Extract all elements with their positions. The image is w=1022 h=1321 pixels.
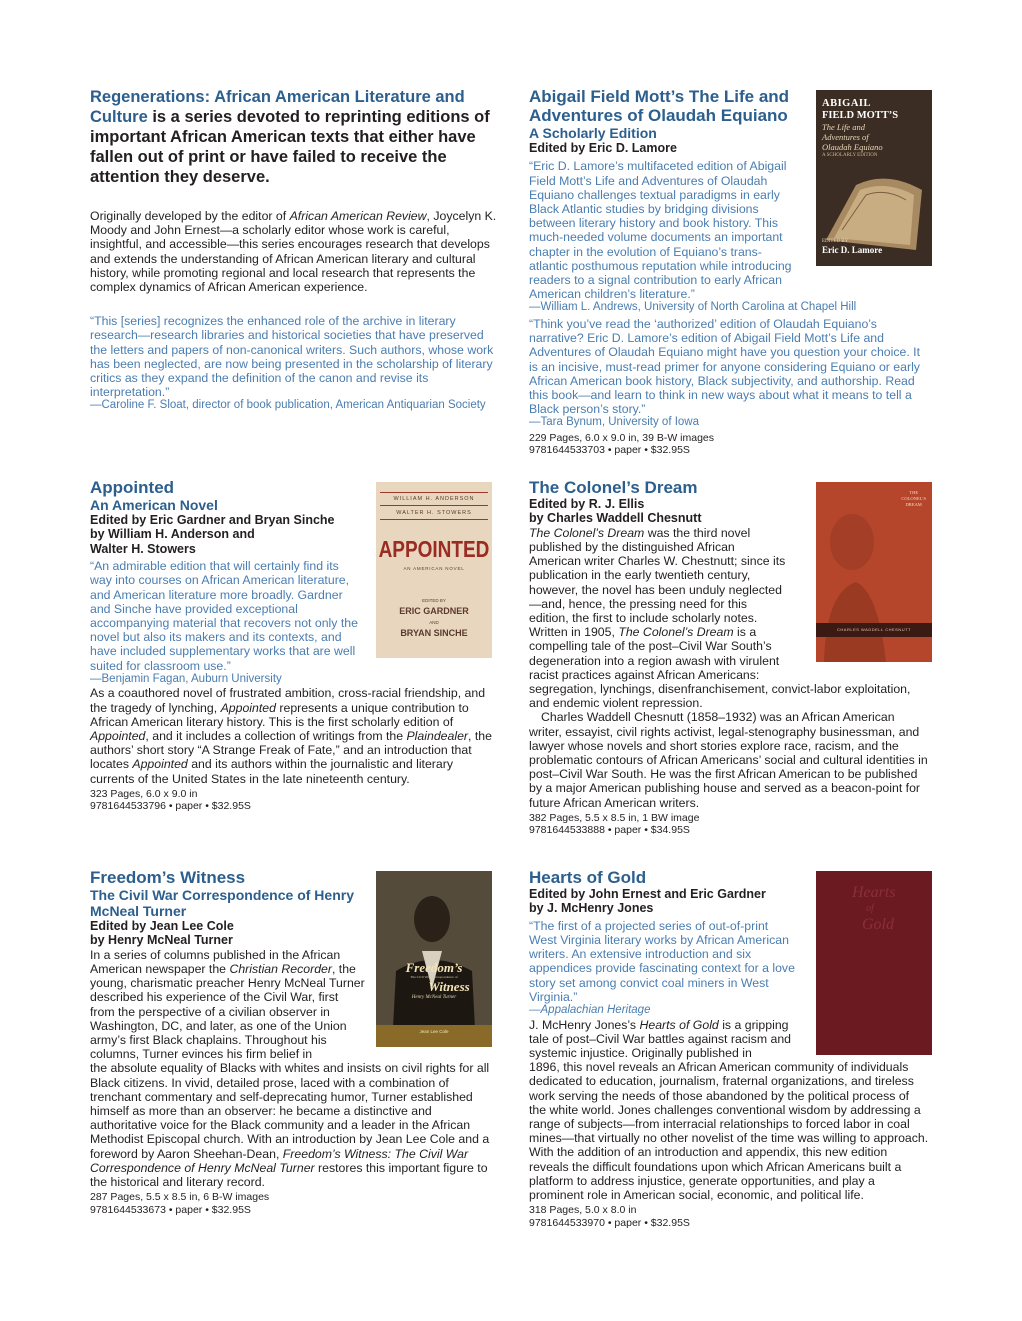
book-credit: by J. McHenry Jones bbox=[529, 901, 654, 916]
book-isbn-price: 9781644533673 • paper • $32.95S bbox=[90, 1203, 251, 1216]
series-quote: “This [series] recognizes the enhanced role of the archive in literary research—research libraries and historical societies that have preserved the letters and papers of non-canonical writers. Such authors, whose work has been neglected, are now being presented in the scholarship of literary critics as they expand the definition of the canon and revise its interpretation.” bbox=[90, 314, 494, 400]
book-title: The Colonel’s Dream bbox=[529, 478, 698, 497]
book-credit: Edited by John Ernest and Eric Gardner bbox=[529, 887, 766, 901]
book-quote-attribution: —Appalachian Heritage bbox=[529, 1004, 651, 1017]
book-description: In a series of columns published in the African American newspaper the Christian Recorder, the young, charismatic preacher Henry McNeal Turner described his experience of the Civil War, first from the perspective of a civilian observer in Washington, DC, and later, as one of the Union army’s first Black chaplains. Throughout his columns, Turner evinces his firm belief in the absolute equality of Blacks with whites and insists on civil rights for all Black citizens. In vivid, detailed prose, laced with a combination of trenchant commentary and self-deprecating humor, Turner established himself as more than an observer: he became a distinctive and authoritative voice for the Black community and a leader in the African Methodist Episcopal church. With an introduction by Jean Lee Cole and a foreword by Aaron Sheehan-Dean, Freedom’s Witness: The Civil War Correspondence of Henry McNeal Turner restores this important figure to the historical and literary record. bbox=[90, 947, 490, 1190]
book-cover-freedoms-witness: Freedom’s The Civil War Correspondence of Witness Henry McNeal Turner Jean Lee Cole bbox=[376, 871, 492, 1047]
book-credit: Edited by Eric D. Lamore bbox=[529, 141, 677, 155]
book-description-2: Charles Waddell Chesnutt (1858–1932) was an African American writer, essayist, civil rights activist, legal-stenography businessman, and lawyer whose novels and short stories explore race, racism, and the problematic contours of African Americans’ social and cultural identities in post–Civil War South. He was the first African American to be published by a major American publishing house and served as a beacon-point for future African American writers. bbox=[529, 710, 928, 810]
book-pages: 382 Pages, 5.5 x 8.5 in, 1 BW image bbox=[529, 811, 700, 824]
book-subtitle: The Civil War Correspondence of Henry McNeal Turner bbox=[90, 887, 354, 919]
book-credit: by William H. Anderson and bbox=[90, 527, 255, 542]
book-pages: 318 Pages, 5.0 x 8.0 in bbox=[529, 1204, 637, 1217]
book-credit: by Charles Waddell Chesnutt bbox=[529, 511, 702, 526]
cover-author: Henry McNeal Turner bbox=[411, 995, 457, 1000]
series-heading bbox=[90, 87, 498, 187]
series-title: Regenerations: African American Literature and Culture bbox=[90, 88, 465, 126]
series-intro bbox=[90, 87, 498, 413]
book-pages: 323 Pages, 6.0 x 9.0 in bbox=[90, 787, 198, 800]
cover-editor: Jean Lee Cole bbox=[419, 1029, 449, 1034]
book-title: Appointed bbox=[90, 478, 175, 497]
series-description: Originally developed by the editor of African American Review, Joycelyn K. Moody and John Ernest—a scholarly editor whose work is careful, insightful, and accessible—this series encourages research that develops and extends the understanding of African American literary and cultural history, while promoting regional and local research that represents the complex dynamics of African American experience. bbox=[90, 209, 497, 295]
book-pages: 287 Pages, 5.5 x 8.5 in, 6 B-W images bbox=[90, 1191, 270, 1204]
series-quote-attribution: —Caroline F. Sloat, director of book publication, American Antiquarian Society bbox=[90, 399, 486, 412]
cover-portrait bbox=[816, 482, 932, 662]
book-cover-abigail: ABIGAIL FIELD MOTT’S The Life and Adventures of Olaudah Equiano A SCHOLARLY EDITION EDITED BY Eric D. Lamore bbox=[816, 90, 932, 266]
book-credit: Edited by R. J. Ellis bbox=[529, 497, 645, 511]
cover-title: Hearts bbox=[852, 884, 896, 901]
cover-author: WALTER H. STOWERS bbox=[396, 510, 472, 516]
book-quote: “An admirable edition that will certainly find its way into courses on African American literature, and American literature more broadly. Gardner and Sinche have provided exceptional accompanying material that recovers not only the novel but also its makers and its contexts, and have included supplementary works that are well suited for classroom use.” bbox=[90, 559, 358, 673]
cover-title: Freedom’s bbox=[405, 960, 463, 975]
book-isbn-price: 9781644533970 • paper • $32.95S bbox=[529, 1216, 690, 1229]
cover-title: APPOINTED bbox=[378, 537, 490, 563]
book-credit: Walter H. Stowers bbox=[90, 541, 196, 556]
book-cover-hearts-of-gold: Hearts of Gold bbox=[816, 871, 932, 1055]
cover-editor: BRYAN SINCHE bbox=[400, 628, 468, 638]
book-credit: Edited by Eric Gardner and Bryan Sinche bbox=[90, 513, 335, 527]
book-cover-appointed: WILLIAM H. ANDERSON WALTER H. STOWERS APPOINTED AN AMERICAN NOVEL EDITED BY ERIC GARDNER AND BRYAN SINCHE bbox=[376, 482, 492, 658]
cover-editor: Eric D. Lamore bbox=[822, 245, 883, 255]
book-isbn-price: 9781644533796 • paper • $32.95S bbox=[90, 800, 251, 813]
book-quote: “The first of a projected series of out-of-print West Virginia literary works by African American writers. An extensive introduction and six appendices provide fascinating context for a love story set among convict coal miners in West Virginia.” bbox=[529, 918, 795, 1004]
book-subtitle: A Scholarly Edition bbox=[529, 125, 657, 141]
book-pages: 229 Pages, 6.0 x 9.0 in, 39 B-W images bbox=[529, 431, 715, 444]
series-heading-rest: is a series devoted to reprinting editions of important African American texts that either have fallen out of print or have failed to receive the attention they deserve. bbox=[90, 108, 490, 186]
cover-title: COLONEL’S bbox=[901, 496, 926, 501]
book-isbn-price: 9781644533703 • paper • $32.95S bbox=[529, 444, 690, 457]
book-title: Freedom’s Witness bbox=[90, 868, 246, 887]
book-quote-attribution: —Benjamin Fagan, Auburn University bbox=[90, 672, 282, 685]
book-quote-attribution: —Tara Bynum, University of Iowa bbox=[529, 416, 700, 429]
cover-author: CHARLES WADDELL CHESNUTT bbox=[837, 627, 911, 632]
book-description: As a coauthored novel of frustrated ambition, cross-racial friendship, and the tragedy of lynching, Appointed represents a unique contribution to African American literary history. This is the first scholarly edition of Appointed, and it includes a collection of writings from the Plaindealer, the authors’ short story “A Strange Freak of Fate,” and an introduction that locates Appointed and its authors within the journalistic and literary currents of the United States in the late nineteenth century. bbox=[90, 686, 492, 786]
book-quote: “Eric D. Lamore’s multifaceted edition of Abigail Field Mott’s Life and Adventures of Olaudah Equiano challenges textual paradigms in early Black Atlantic studies by bridging divisions between literary history and book history. This much-needed volume documents an important chapter in the evolution of Equiano’s trans-atlantic posthumous reputation while introducing readers to a signal contribution to early African American children’s literature.” bbox=[529, 159, 792, 302]
cover-editor: ERIC GARDNER bbox=[399, 606, 469, 616]
cover-portrait bbox=[376, 871, 492, 1047]
book-credit: by Henry McNeal Turner bbox=[90, 933, 233, 948]
cover-author: WILLIAM H. ANDERSON bbox=[393, 496, 475, 502]
book-credit: Edited by Jean Lee Cole bbox=[90, 919, 234, 933]
book-quote-attribution: —William L. Andrews, University of North Carolina at Chapel Hill bbox=[529, 301, 857, 314]
book-quote: “Think you’ve read the ‘authorized’ edition of Olaudah Equiano’s narrative? Eric D. Lamore’s edition of Abigail Field Mott’s Life and Adventures of Olaudah Equiano might have you question your choice. It is an incisive, must-read primer for anyone considering Equiano or early African American book history, Black subjectivity, and authorship. Read this book—and learn to think in new ways about what it means to tell a Black person’s story.” bbox=[529, 316, 921, 417]
cover-title: ABIGAIL bbox=[822, 98, 872, 109]
book-description: J. McHenry Jones’s Hearts of Gold is a gripping tale of post–Civil War battles against racism and systemic injustice. Originally published in 1896, this novel reveals an African American community of individuals dedicated to education, journalism, fraternal organizations, and tireless work serving the needs of those abandoned by the political process of the white world. Jones challenges conventional wisdom by addressing a range of subjects—from interracial relationships to forced labor in coal mines—that virtually no other novelist of the time was willing to approach. With the addition of an introduction and appendix, this new edition reveals the difficult foundations upon which African Americans built a platform to address injustice, generate opportunities, and play a prominent role in American social, economic, and political life. bbox=[529, 1017, 929, 1202]
book-subtitle: An American Novel bbox=[90, 497, 218, 513]
book-isbn-price: 9781644533888 • paper • $34.95S bbox=[529, 824, 690, 837]
book-cover-colonels-dream: THE COLONEL’S DREAM CHARLES WADDELL CHESNUTT bbox=[816, 482, 932, 662]
book-title: Abigail Field Mott’s The Life and Adventures of Olaudah Equiano bbox=[529, 87, 790, 125]
book-description: The Colonel’s Dream was the third novel published by the distinguished African American writer Charles W. Chestnutt; since its publication in the early twentieth century, however, the novel has been unduly neglected—and, hence, the pressing need for this edition, the first to include scholarly notes. Written in 1905, The Colonel’s Dream is a compelling tale of the post–Civil War South’s degeneration into a region awash with virulent racist practices against African Americans: segregation, lynchings, disenfranchisement, convict-labor exploitation, and endemic violent repression. Charles Waddell Chesnutt (1858–1932) was an African American writer, essayist, civil rights activist, legal-stenography businessman, and lawyer whose novels and short stories explore race, racism, and the problematic contours of African Americans’ social and cultural identities in post–Civil War South. He was the first African American to be published by a major American publishing house and served as a beacon-point for future African American writers. bbox=[529, 525, 928, 810]
book-title: Hearts of Gold bbox=[529, 868, 647, 887]
